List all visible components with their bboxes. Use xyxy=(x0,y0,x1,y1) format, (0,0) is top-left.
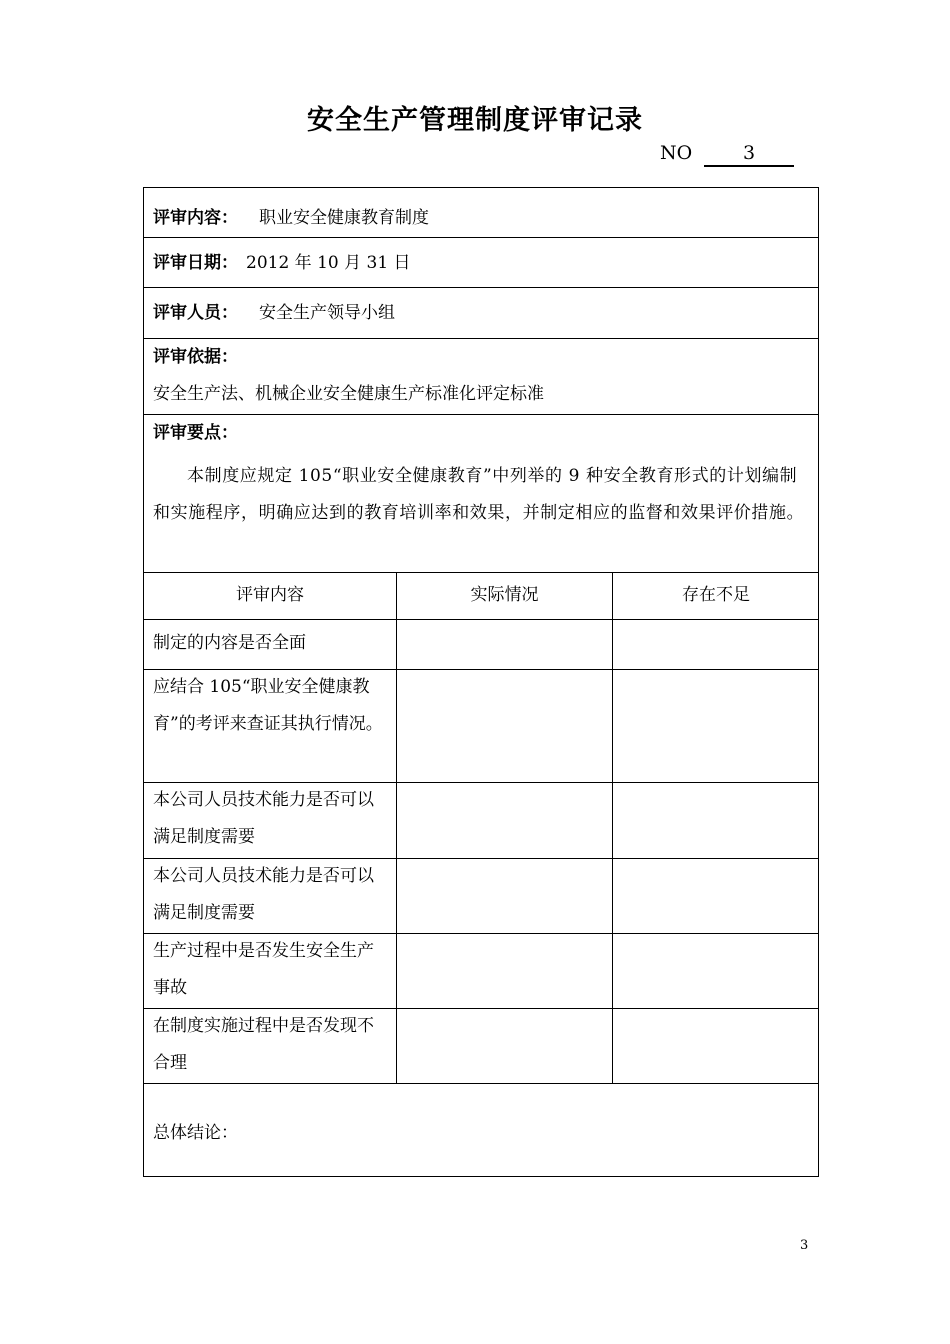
review-date-label: 评审日期： xyxy=(153,253,238,273)
table-row-item: 生产过程中是否发生安全生产事故 xyxy=(153,941,374,998)
actual-cell[interactable] xyxy=(397,859,612,933)
column-header-gap: 存在不足 xyxy=(682,585,750,605)
divider xyxy=(144,414,818,415)
table-row-item: 本公司人员技术能力是否可以满足制度需要 xyxy=(153,790,374,847)
divider xyxy=(144,572,818,573)
reviewers-label: 评审人员： xyxy=(153,303,238,323)
actual-cell[interactable] xyxy=(397,783,612,858)
record-number-value: 3 xyxy=(704,142,794,167)
column-header-content: 评审内容 xyxy=(236,585,304,605)
review-form xyxy=(143,187,819,1177)
review-content-label: 评审内容： xyxy=(153,208,238,228)
divider xyxy=(144,1083,818,1084)
review-points-text: 本制度应规定 105“职业安全健康教育”中列举的 9 种安全教育形式的计划编制和实施程序，明确应达到的教育培训率和效果，并制定相应的监督和效果评价措施。 xyxy=(153,466,805,523)
record-number-label: NO xyxy=(660,142,693,164)
actual-cell[interactable] xyxy=(397,620,612,669)
gap-cell[interactable] xyxy=(613,934,819,1008)
review-date-value: 2012 年 10 月 31 日 xyxy=(246,253,411,273)
divider xyxy=(144,338,818,339)
actual-cell[interactable] xyxy=(397,934,612,1008)
gap-cell[interactable] xyxy=(613,670,819,782)
actual-cell[interactable] xyxy=(397,670,612,782)
gap-cell[interactable] xyxy=(613,859,819,933)
page-number: 3 xyxy=(800,1238,809,1253)
conclusion-label: 总体结论： xyxy=(153,1123,238,1143)
table-row-item: 在制度实施过程中是否发现不合理 xyxy=(153,1016,374,1073)
divider xyxy=(144,237,818,238)
reviewers-value: 安全生产领导小组 xyxy=(259,303,395,323)
review-basis-value: 安全生产法、机械企业安全健康生产标准化评定标准 xyxy=(153,384,544,404)
review-content-value: 职业安全健康教育制度 xyxy=(259,208,429,228)
column-header-actual: 实际情况 xyxy=(470,585,539,605)
table-row-item: 应结合 105“职业安全健康教育”的考评来查证其执行情况。 xyxy=(153,677,383,734)
gap-cell[interactable] xyxy=(613,783,819,858)
page-title: 安全生产管理制度评审记录 xyxy=(307,105,643,136)
gap-cell[interactable] xyxy=(613,620,819,669)
divider xyxy=(144,287,818,288)
review-points-label: 评审要点： xyxy=(153,423,238,443)
table-row-item: 制定的内容是否全面 xyxy=(153,633,306,653)
review-basis-label: 评审依据： xyxy=(153,347,238,367)
table-row-item: 本公司人员技术能力是否可以满足制度需要 xyxy=(153,866,374,923)
gap-cell[interactable] xyxy=(613,1009,819,1083)
actual-cell[interactable] xyxy=(397,1009,612,1083)
